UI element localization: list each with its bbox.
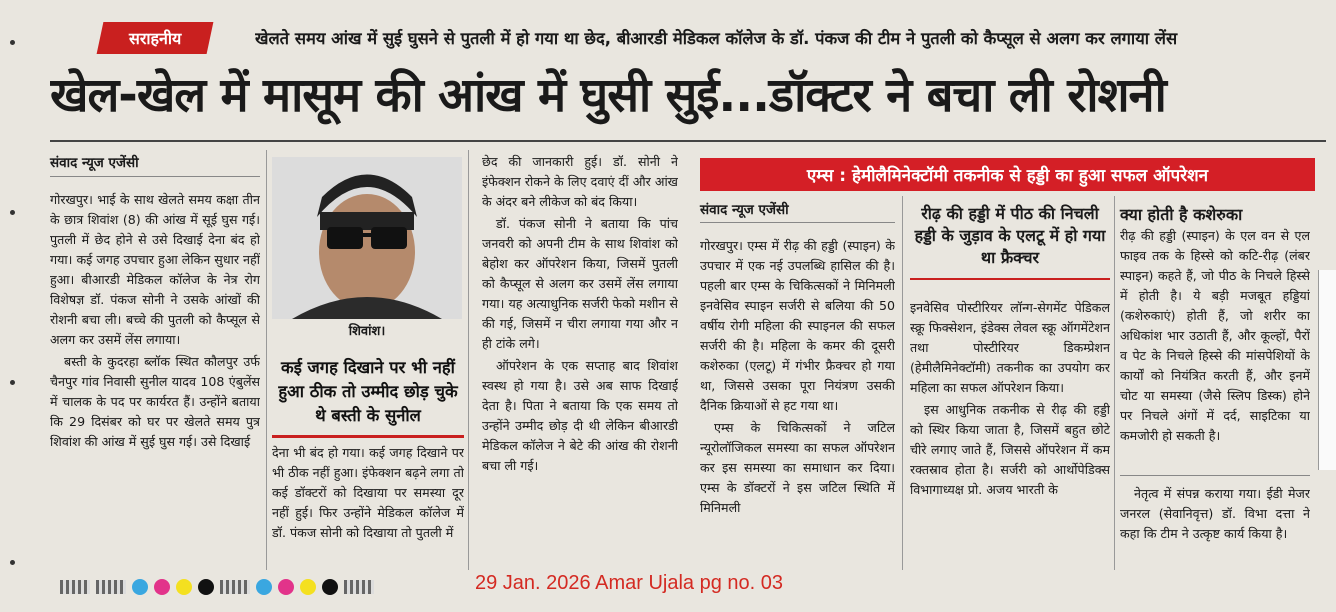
story1-byline: संवाद न्यूज एजेंसी xyxy=(50,155,139,171)
column-divider xyxy=(902,196,903,570)
photo-caption: शिवांश। xyxy=(348,324,386,339)
paragraph: इनवेसिव पोस्टीरियर लॉन्ग-सेगमेंट पेडिकल स्क्रू फिक्सेशन, इंडेक्स लेवल स्क्रू ऑगमेंटेशन तथा पोस्टीरियर डिकम्प्रेशन (हेमीलैमिनेक्टॉमी) तकनीक का उपयोग कर महिला का सफल ऑपरेशन किया। xyxy=(910,300,1110,395)
registration-block xyxy=(220,580,250,594)
swatch-yellow xyxy=(300,579,316,595)
paragraph: रीढ़ की हड्डी (स्पाइन) के एल वन से एल फाइव तक के हिस्से को कटि-रीढ़ (लंबर स्पाइन) कहते हैं, जो पीठ के निचले हिस्से में होती है। ये बड़ी मजबूत हड्डियां (कशेरुकाएं) होती हैं, जो शरीर का अधिकांश भार उठाती हैं, और कूल्हों, पैरों व पेट के निचले हिस्से की मांसपेशियों के कार्यों को नियंत्रित करती हैं, और इनमें चोट या समस्या (जैसे स्लिप डिस्क) होने पर निचले अंगों में दर्द, साइटिका या कमजोरी हो सकती है। xyxy=(1120,228,1310,443)
column-divider xyxy=(468,150,469,570)
story1-column-1 xyxy=(50,190,260,570)
info-box-title: क्या होती है कशेरुका xyxy=(1120,205,1243,224)
headline: खेल-खेल में मासूम की आंख में घुसी सुई...डॉक्टर ने बचा ली रोशनी xyxy=(50,68,1166,123)
story2-column-1 xyxy=(700,236,895,572)
section-tag-label: सराहनीय xyxy=(128,29,182,48)
paragraph: इस आधुनिक तकनीक से रीढ़ की हड्डी को स्थिर किया जाता है, जिसमें बहुत छोटे चीरे लगाए जाते हैं, जिससे ऑपरेशन में कम रक्तस्राव होता है। सर्जरी को आर्थोपेडिक्स विभागाध्यक्ष प्रो. अजय भारती के xyxy=(910,402,1110,497)
registration-block xyxy=(344,580,374,594)
adjacent-page-edge xyxy=(1318,270,1336,470)
story1-column-2 xyxy=(272,443,464,571)
registration-block xyxy=(60,580,90,594)
paragraph: ऑपरेशन के एक सप्ताह बाद शिवांश स्वस्थ हो गया है। उसे अब साफ दिखाई देता है। पिता ने बताया कि एक समय तो उन्होंने उम्मीद छोड़ दी थी लेकिन बीआरडी मेडिकल कॉलेज ने बेटे की आंख की रोशनी बचा ली गई। xyxy=(482,358,678,473)
subhead-rule xyxy=(910,278,1110,280)
story2-subhead: रीढ़ की हड्डी में पीठ की निचली हड्डी के जुड़ाव के एलटू में हो गया था फ्रैक्चर xyxy=(914,204,1106,267)
swatch-magenta xyxy=(278,579,294,595)
story1-column-3 xyxy=(482,152,678,572)
byline-rule xyxy=(700,222,895,223)
margin-dot xyxy=(10,40,15,45)
paragraph: गोरखपुर। भाई के साथ खेलते समय कक्षा तीन के छात्र शिवांश (8) की आंख में सूई घुस गई। पुतली में छेद होने से उसे दिखाई देना बंद हो गया। कई जगह उपचार हुआ लेकिन सुधार नहीं हुआ। बीआरडी मेडिकल कॉलेज के नेत्र रोग विशेषज्ञ डॉ. पंकज सोनी ने उसके आंखों की रोशनी बचा ली। बच्चे की पुतली को कैप्सूल से अलग कर उसमें लेंस लगाया। xyxy=(50,192,260,347)
margin-dot xyxy=(10,210,15,215)
margin-dot xyxy=(10,380,15,385)
headline-rule xyxy=(50,140,1326,142)
story2-banner: एम्स : हेमीलैमिनेक्टॉमी तकनीक से हड्डी का हुआ सफल ऑपरेशन xyxy=(700,158,1315,191)
registration-block xyxy=(96,580,126,594)
paragraph: बस्ती के कुदरहा ब्लॉक स्थित कौलपुर उर्फ चैनपुर गांव निवासी सुनील यादव 108 एंबुलेंस में चालक के पद पर कार्यरत हैं। उन्होंने बताया कि 29 दिसंबर को घर पर खेलते समय पुत्र शिवांश की आंख में सुई घुस गई। उसे दिखाई xyxy=(50,354,260,449)
swatch-black xyxy=(198,579,214,595)
byline-rule xyxy=(50,176,260,177)
swatch-cyan xyxy=(132,579,148,595)
info-box-text xyxy=(1120,226,1310,472)
paragraph: गोरखपुर। एम्स में रीढ़ की हड्डी (स्पाइन) के उपचार में एक नई उपलब्धि हासिल की है। पहली बार एम्स के चिकित्सकों ने मिनिमली इनवेसिव स्पाइन सर्जरी से बलिया की 50 वर्षीय रोगी महिला की स्पाइनल की सफल सर्जरी की है। महिला के कमर की दूसरी कशेरुका (एलटू) में गंभीर फ्रैक्चर हो गया था, जिससे उसका पूरा नियंत्रण उसकी दैनिक क्रियाओं से हट गया था। xyxy=(700,238,895,413)
date-stamp: 29 Jan. 2026 Amar Ujala pg no. 03 xyxy=(475,572,783,594)
column-divider xyxy=(1114,196,1115,570)
kicker: खेलते समय आंख में सुई घुसने से पुतली में हो गया था छेद, बीआरडी मेडिकल कॉलेज के डॉ. पंकज की टीम ने पुतली को कैप्सूल से अलग कर लगाया लेंस xyxy=(255,29,1178,48)
story2-column-2 xyxy=(910,298,1110,572)
story2-column-3-end xyxy=(1120,484,1310,570)
paragraph: देना भी बंद हो गया। कई जगह दिखाने पर भी ठीक नहीं हुआ। इंफेक्शन बढ़ने लगा तो कई डॉक्टरों को दिखाया पर समस्या दूर नहीं हुई। फिर उन्होंने मेडिकल कॉलेज में डॉ. पंकज सोनी को दिखाया तो पुतली में xyxy=(272,445,464,540)
column-divider xyxy=(266,150,267,570)
section-tag xyxy=(97,22,214,54)
pullquote-rule xyxy=(272,435,464,438)
info-box-divider xyxy=(1120,475,1310,476)
paragraph: नेतृत्व में संपन्न कराया गया। ईडी मेजर जनरल (सेवानिवृत्त) डॉ. विभा दत्ता ने कहा कि टीम ने उत्कृष्ट कार्य किया है। xyxy=(1120,486,1310,541)
swatch-black xyxy=(322,579,338,595)
child-photo xyxy=(272,157,462,319)
paragraph: डॉ. पंकज सोनी ने बताया कि पांच जनवरी को अपनी टीम के साथ शिवांश को बेहोश कर ऑपरेशन किया, जिसमें पुतली को कैप्सूल से अलग कर उसमें लेंस लगाया गया। यह अत्याधुनिक सर्जरी फेको मशीन से की गई, जिसमें न चीरा लगाया गया और न ही टांके लगे। xyxy=(482,216,678,351)
swatch-magenta xyxy=(154,579,170,595)
swatch-cyan xyxy=(256,579,272,595)
margin-dot xyxy=(10,560,15,565)
child-portrait-image xyxy=(272,157,462,319)
swatch-yellow xyxy=(176,579,192,595)
paragraph: छेद की जानकारी हुई। डॉ. सोनी ने इंफेक्शन रोकने के लिए दवाएं दीं और आंख के अंदर बने लीकेज को बंद किया। xyxy=(482,154,678,209)
paragraph: एम्स के चिकित्सकों ने जटिल न्यूरोलॉजिकल समस्या का सफल ऑपरेशन कर इस समस्या का समाधान कर दिया। एम्स के डॉक्टरों ने इस जटिल स्थिति में मिनिमली xyxy=(700,420,895,515)
story2-byline: संवाद न्यूज एजेंसी xyxy=(700,202,789,218)
pullquote: कई जगह दिखाने पर भी नहीं हुआ ठीक तो उम्मीद छोड़ चुके थे बस्ती के सुनील xyxy=(278,358,458,425)
